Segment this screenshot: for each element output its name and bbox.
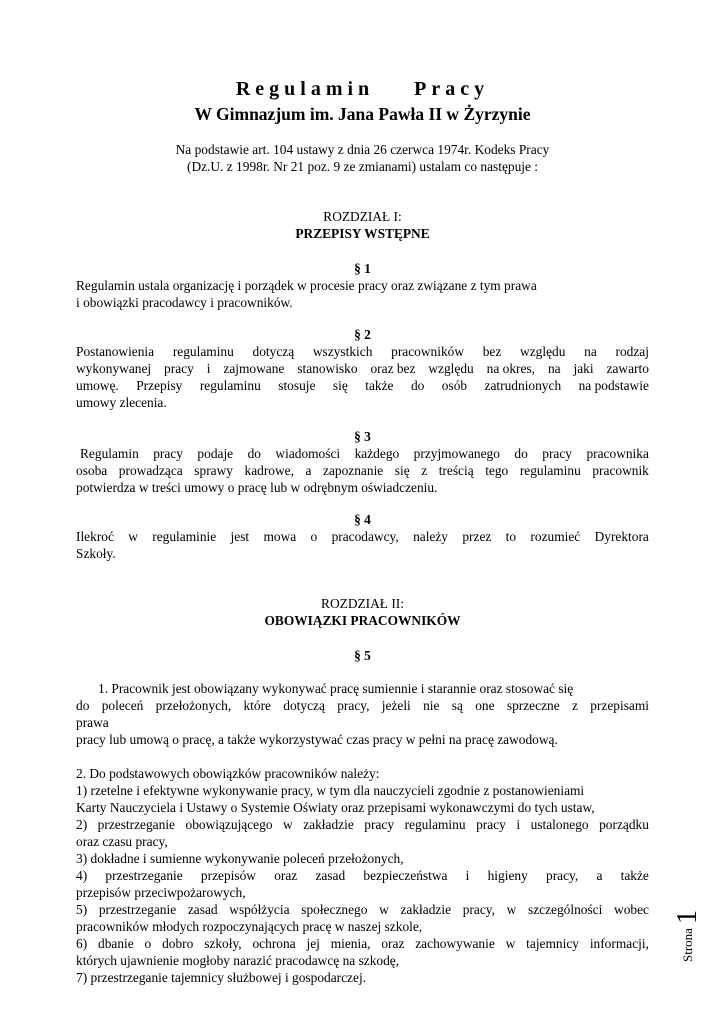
word: z (421, 463, 428, 478)
word: to (505, 529, 517, 544)
word: podaje (197, 446, 234, 461)
section-1-line-2: i obowiązki pracodawcy i pracowników. (76, 295, 293, 310)
word: szkoły, (204, 936, 242, 951)
word: pracownika (586, 446, 649, 461)
word: Przepisy (136, 378, 183, 393)
word: na (584, 344, 597, 359)
word: treścią (438, 463, 474, 478)
word: a (305, 463, 312, 478)
word: kadrowe, (244, 463, 294, 478)
word: dbanie (98, 936, 134, 951)
word: informacji, (589, 936, 649, 951)
word: osoba (76, 463, 108, 478)
word: się (332, 378, 348, 393)
word: każdego (354, 446, 400, 461)
word: bezpieczeństwa (363, 868, 448, 883)
section-5-p2-line-9 (76, 901, 649, 918)
word: się (394, 463, 410, 478)
word: Regulamin (80, 446, 139, 461)
word: pracy (153, 446, 183, 461)
word: należy (413, 529, 449, 544)
chapter-1-label: ROZDZIAŁ I: (323, 209, 402, 224)
section-3-line-2 (76, 462, 649, 479)
word: Ilekroć (76, 529, 114, 544)
word: nie (423, 698, 440, 713)
word: i (465, 868, 470, 883)
word: przepisami (590, 698, 649, 713)
word: zawarto (606, 361, 649, 376)
section-3-line-3: potwierdza w treści umowy o pracę lub w odrębnym oświadczeniu. (76, 480, 438, 495)
word: mowa (263, 529, 297, 544)
chapter-1-title: PRZEPISY WSTĘPNE (295, 226, 430, 241)
word: zakładzie (400, 902, 452, 917)
word: zachowywanie (415, 936, 495, 951)
word: w (128, 529, 138, 544)
word: pracodawcy, (331, 529, 399, 544)
word: oraz (274, 868, 298, 883)
word: jej (306, 936, 320, 951)
intro-line-1: Na podstawie art. 104 ustawy z dnia 26 czerwca 1974r. Kodeks Pracy (175, 142, 550, 157)
word: szczególności (527, 902, 603, 917)
word: oraz (381, 936, 405, 951)
word: w (506, 902, 517, 917)
word: higieny (487, 868, 528, 883)
word: pracowników (391, 344, 465, 359)
word: poleceń (101, 698, 144, 713)
chapter-2-title: OBOWIĄZKI PRACOWNIKÓW (264, 613, 461, 628)
word: bez (482, 344, 502, 359)
word: zajmowane (223, 361, 285, 376)
section-5-p1-line-1: 1. Pracownik jest obowiązany wykonywać pracę sumiennie i starannie oraz stosować się (98, 681, 574, 696)
section-3-heading: § 3 (354, 429, 371, 444)
word: Dyrektora (594, 529, 649, 544)
chapter-2-label: ROZDZIAŁ II: (321, 596, 404, 611)
section-5-p2-line-11 (76, 935, 649, 952)
word: pracy, (546, 868, 579, 883)
section-5-p2-line-10: pracowników młodych rozpoczynających pracę w naszej szkole, (76, 919, 423, 934)
word: 2) (76, 817, 88, 832)
word: a (596, 868, 603, 883)
word: także (620, 868, 649, 883)
word: one (475, 698, 495, 713)
word: zapoznanie (323, 463, 384, 478)
section-5-p2-line-8: przepisów przeciwpożarowych, (76, 885, 246, 900)
word: jaki (573, 361, 594, 376)
section-5-p1-line-4: pracy lub umową o pracę, a także wykorzystywać czas pracy w pełni na pracę zawodową. (76, 732, 558, 747)
page-number: 1 (672, 910, 703, 925)
word: do (76, 698, 90, 713)
word: rodzaj (615, 344, 649, 359)
word: na okres, (486, 361, 536, 376)
word: regulaminu (404, 817, 466, 832)
section-5-p2-line-4 (76, 816, 649, 833)
section-2-heading: § 2 (354, 327, 371, 342)
word: na (547, 361, 561, 376)
word: 4) (76, 868, 88, 883)
section-5-p2-line-5: oraz czasu pracy, (76, 834, 168, 849)
section-1-line-1: Regulamin ustala organizację i porządek w procesie pracy oraz związane z tym prawa (76, 278, 537, 293)
word: do (247, 446, 261, 461)
word: przestrzeganie (105, 868, 183, 883)
word: przestrzeganie (97, 817, 175, 832)
word: także (365, 378, 394, 393)
word: społecznego (301, 902, 368, 917)
word: ochrona (252, 936, 296, 951)
word: zatrudnionych (484, 378, 562, 393)
page-label: Strona (680, 928, 695, 962)
document-title: Regulamin Pracy (235, 78, 490, 100)
word: pracy, (337, 698, 370, 713)
section-1-heading: § 1 (354, 261, 371, 276)
word: 5) (76, 902, 88, 917)
section-4-line-1 (76, 528, 649, 545)
word: jeżeli (381, 698, 411, 713)
word: porządku (599, 817, 649, 832)
section-5-p2-line-2: 1) rzetelne i efektywne wykonywanie pracy, w tym dla nauczycieli zgodnie z postanowieniami (76, 783, 585, 798)
section-3-line-1 (80, 445, 649, 462)
word: prowadząca (118, 463, 183, 478)
word: zakładzie (303, 817, 354, 832)
word: dotyczą (252, 344, 295, 359)
word: względu (428, 361, 474, 376)
word: dobro (162, 936, 194, 951)
word: regulaminie (152, 529, 217, 544)
word: obowiązującego (185, 817, 273, 832)
section-5-p1-line-3: prawa (76, 715, 109, 730)
section-2-line-3 (76, 377, 649, 394)
section-5-heading: § 5 (354, 648, 371, 663)
word: regulaminu (199, 378, 261, 393)
word: tajemnicy (526, 936, 579, 951)
section-5-p2-line-12: których ujawnienie mogłoby narazić pracodawcę na szkodę, (76, 953, 400, 968)
word: i (516, 817, 521, 832)
section-5-p1-line-2 (76, 697, 649, 714)
document-subtitle: W Gimnazjum im. Jana Pawła II w Żyrzynie (194, 104, 531, 124)
word: dotyczą (283, 698, 325, 713)
word: są (451, 698, 463, 713)
page-footer (667, 900, 707, 970)
word: oraz bez (370, 361, 416, 376)
word: wiadomości (275, 446, 341, 461)
word: o (144, 936, 152, 951)
word: pracy (164, 361, 194, 376)
word: pracy (476, 817, 506, 832)
word: do (514, 446, 528, 461)
word: przepisów (200, 868, 256, 883)
word: względu (520, 344, 566, 359)
word: z (571, 698, 578, 713)
word: jest (230, 529, 250, 544)
word: przełożonych, (155, 698, 232, 713)
word: zasad (187, 902, 218, 917)
section-5-p2-line-6: 3) dokładne i sumienne wykonywanie poleceń przełożonych, (76, 851, 404, 866)
section-2-line-4: umowy zlecenia. (76, 395, 167, 410)
word: pracy (542, 446, 572, 461)
section-5-p2-line-7 (76, 867, 649, 884)
word: stosuje (278, 378, 316, 393)
word: osób (441, 378, 468, 393)
word: wszystkich (312, 344, 373, 359)
word: przez (462, 529, 492, 544)
section-2-line-2 (76, 360, 649, 377)
word: regulaminu (519, 463, 581, 478)
section-2-line-1 (76, 343, 649, 360)
word: zasad (315, 868, 346, 883)
word: regulaminu (172, 344, 234, 359)
section-5-p2-line-3: Karty Nauczyciela i Ustawy o Systemie Oświaty oraz przepisami wykonawczymi do tych ustaw, (76, 800, 595, 815)
word: ustalonego (530, 817, 589, 832)
word: na podstawie (578, 378, 649, 393)
section-5-p2-line-1: 2. Do podstawowych obowiązków pracowników należy: (76, 766, 380, 781)
section-4-line-2: Szkoły. (76, 546, 116, 561)
intro-line-2: (Dz.U. z 1998r. Nr 21 poz. 9 ze zmianami) ustalam co następuje : (186, 159, 539, 174)
word: o (310, 529, 318, 544)
word: współżycia (229, 902, 290, 917)
word: rozumieć (530, 529, 581, 544)
word: do (410, 378, 425, 393)
word: umowę. (76, 378, 119, 393)
word: tego (485, 463, 509, 478)
word: i (206, 361, 211, 376)
word: pracownik (592, 463, 649, 478)
section-5-p2-line-13: 7) przestrzeganie tajemnicy służbowej i gospodarczej. (76, 970, 367, 985)
word: przyjmowanego (413, 446, 500, 461)
word: wykonywanej (76, 361, 152, 376)
word: pracy, (462, 902, 495, 917)
word: pracy (364, 817, 395, 832)
section-4-heading: § 4 (354, 512, 371, 527)
word: w (379, 902, 389, 917)
word: przestrzeganie (98, 902, 177, 917)
word: sprzeczne (506, 698, 560, 713)
word: w (283, 817, 293, 832)
word: Postanowienia (76, 344, 155, 359)
word: które (243, 698, 271, 713)
word: 6) (76, 936, 88, 951)
word: w (505, 936, 516, 951)
word: mienia, (330, 936, 371, 951)
word: wobec (614, 902, 649, 917)
word: sprawy (194, 463, 233, 478)
word: stanowisko (297, 361, 358, 376)
